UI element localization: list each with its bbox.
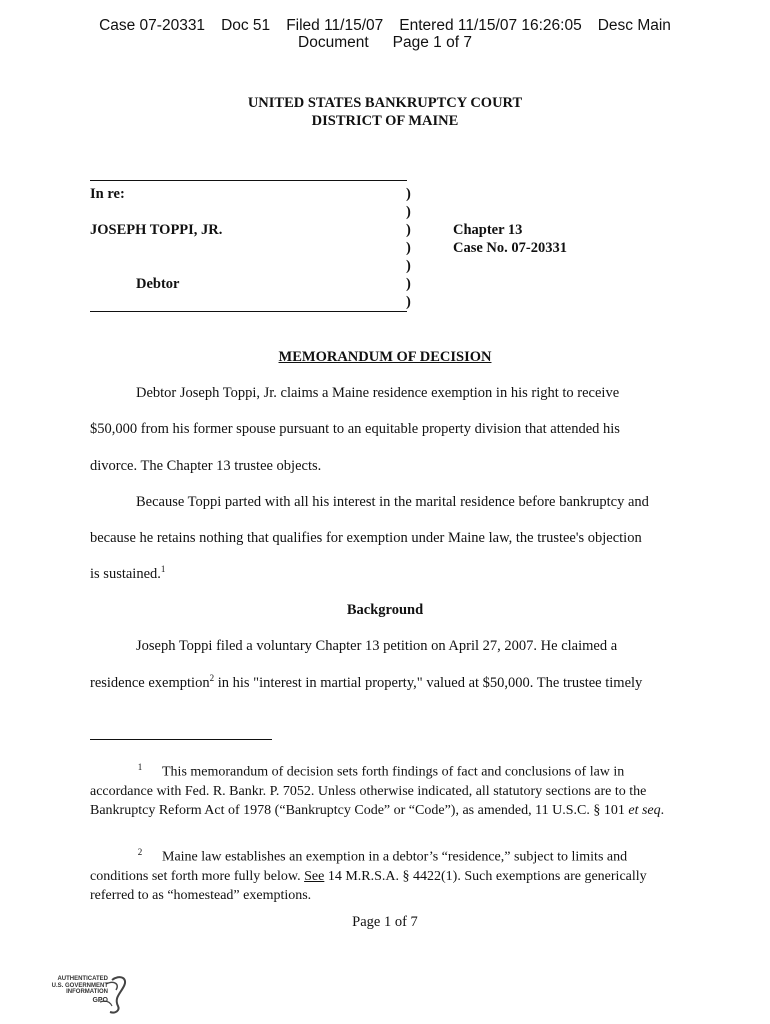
footnote-ref-2[interactable]: 2 [209, 673, 215, 684]
caption-paren: ) [406, 240, 411, 256]
gpo-authentication-logo [40, 972, 130, 1016]
body-text: is sustained. [90, 566, 161, 582]
section-heading-background: Background [346, 602, 424, 618]
body-line: $50,000 from his former spouse pursuant to an equitable property division that attended his [90, 421, 620, 437]
footnote-ref-1[interactable]: 1 [160, 564, 166, 575]
caption-debtor-name: JOSEPH TOPPI, JR. [90, 222, 223, 238]
footnote-text: . [660, 802, 665, 818]
body-text: in his "interest in martial property," valued at $50,000. The trustee timely [214, 675, 643, 691]
ecf-header-line2 [0, 34, 770, 52]
footnote-see: See [304, 868, 325, 884]
footnote-number: 1 [137, 762, 143, 772]
body-line [90, 675, 642, 692]
caption-top-rule [90, 180, 407, 181]
caption-paren: ) [406, 204, 411, 220]
body-line [90, 566, 165, 583]
footnote-number: 2 [137, 847, 143, 857]
body-line: Because Toppi parted with all his interest in the marital residence before bankruptcy and [136, 494, 649, 510]
header-doc: Doc 51 [221, 17, 271, 34]
ecf-header-line1 [0, 17, 770, 35]
caption-in-re: In re: [90, 186, 125, 202]
gpo-line2: U.S. GOVERNMENT [51, 982, 108, 989]
header-desc: Desc Main [597, 17, 671, 34]
caption-paren: ) [406, 222, 411, 238]
footnote-text: Maine law establishes an exemption in a debtor’s “residence,” subject to limits and conditions set forth more fully below. [90, 849, 628, 884]
footnote-italic: et seq [628, 802, 661, 818]
caption-paren: ) [406, 276, 411, 292]
footnote-separator [90, 739, 272, 740]
footnote-2 [90, 843, 676, 905]
caption-chapter: Chapter 13 [453, 222, 523, 238]
page-footer: Page 1 of 7 [352, 914, 418, 930]
caption-bottom-rule [90, 311, 407, 312]
header-document: Document [298, 34, 369, 51]
court-district: DISTRICT OF MAINE [311, 113, 459, 129]
gpo-line1: AUTHENTICATED [57, 976, 108, 982]
gpo-line4: GPO [92, 996, 108, 1004]
body-line: divorce. The Chapter 13 trustee objects. [90, 458, 322, 474]
caption-debtor-label: Debtor [136, 276, 180, 292]
footnote-1 [90, 758, 676, 820]
footnote-text: This memorandum of decision sets forth findings of fact and conclusions of law in accordance with Fed. R. Bankr. P. 7052. Unless otherwise indicated, all statutory sections are to the Bankruptcy Reform Act of 1978 (“Bankruptcy Code” or “Code”), as amended, 11 U.S.C. § 101 [90, 764, 647, 818]
footnote-text: 14 M.R.S.A. § 4422(1). Such exemptions are generically referred to as “homestead” exemptions. [90, 868, 647, 903]
memo-title: MEMORANDUM OF DECISION [278, 349, 492, 365]
header-page: Page 1 of 7 [392, 34, 472, 51]
caption-case-no: Case No. 07-20331 [453, 240, 567, 256]
header-case: Case 07-20331 [99, 17, 206, 34]
header-entered: Entered 11/15/07 16:26:05 [399, 17, 582, 34]
body-line: Joseph Toppi filed a voluntary Chapter 13 petition on April 27, 2007. He claimed a [136, 638, 618, 654]
header-filed: Filed 11/15/07 [286, 17, 384, 34]
caption-paren: ) [406, 258, 411, 274]
body-text: residence exemption [90, 675, 210, 691]
caption-paren: ) [406, 186, 411, 202]
gpo-line3: INFORMATION [66, 989, 108, 995]
court-name: UNITED STATES BANKRUPTCY COURT [247, 95, 523, 111]
body-line: Debtor Joseph Toppi, Jr. claims a Maine residence exemption in his right to receive [136, 385, 620, 401]
body-line: because he retains nothing that qualifies for exemption under Maine law, the trustee's objection [90, 530, 642, 546]
caption-paren: ) [406, 294, 411, 310]
